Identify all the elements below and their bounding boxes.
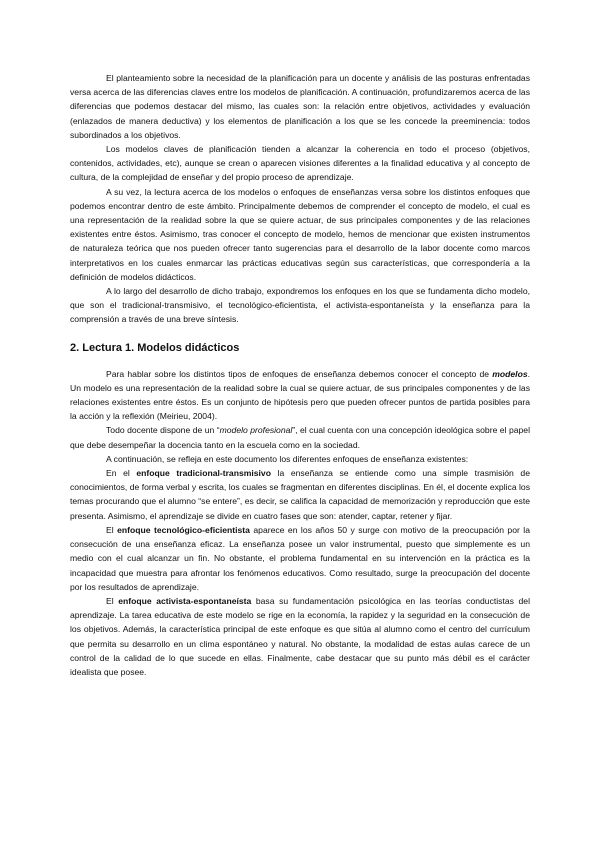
term-modelos: modelos bbox=[492, 368, 528, 379]
intro-paragraph-4: A lo largo del desarrollo de dicho trabajo, expondremos los enfoques en los que se fundamenta dicho modelo, que son el tradicional-transmisivo, el tecnológico-eficientista, el activista-espontaneísta y la enseñanza para la comprensión a través de una breve síntesis. bbox=[70, 286, 530, 325]
text-run: El bbox=[106, 524, 118, 535]
text-run: En el bbox=[106, 468, 137, 479]
section-paragraph-6 bbox=[70, 594, 530, 679]
term-tradicional-transmisivo: enfoque tradicional-transmisivo bbox=[136, 468, 271, 479]
intro-paragraph-2: Los modelos claves de planificación tienden a alcanzar la coherencia en todo el proceso (objetivos, contenidos, actividades, etc), aunque se crean o aparecen visiones diferentes a la finalidad educativa y al concepto de cultura, de la complejidad de enseñar y del propio proceso de aprendizaje. bbox=[70, 144, 530, 183]
text-run: El bbox=[106, 595, 119, 606]
term-activista-espontaneista: enfoque activista-espontaneísta bbox=[118, 595, 252, 606]
section-paragraph-3: A continuación, se refleja en este documento los diferentes enfoques de enseñanza existentes: bbox=[106, 453, 469, 464]
text-run: ”, el cual cuenta con una concepción ideológica sobre el papel que debe desempeñar la docencia tanto en la escuela como en la sociedad. bbox=[70, 425, 530, 450]
text-run: . Un modelo es una representación de la realidad sobre la cual se quiere actuar, de sus principales componentes y de las relaciones existentes entre éstos. Es un conjunto de hipótesis pero que pueden ofrecer puntos de partida posibles para la acción y la reflexión (Meirieu, 2004). bbox=[70, 368, 530, 422]
term-modelo-profesional: modelo profesional bbox=[219, 425, 293, 436]
text-run: Para hablar sobre los distintos tipos de enfoques de enseñanza debemos conocer el concepto de bbox=[106, 368, 493, 379]
text-run: Todo docente dispone de un “ bbox=[106, 425, 220, 436]
text-run: aparece en los años 50 y surge con motivo de la preocupación por la consecución de una enseñanza eficaz. La enseñanza posee un valor instrumental, puesto que simplemente es un medio con el cual alcanzar un fin. No obstante, el problema fundamental en su intervención en la práctica es la incapacidad que muestra para afrontar los fenómenos educativos. Como resultado, surge la preocupación del docente por los resultados de aprendizaje. bbox=[70, 524, 530, 592]
section-paragraph-5 bbox=[70, 523, 530, 594]
section-heading: 2. Lectura 1. Modelos didácticos bbox=[70, 341, 240, 354]
section-paragraph-4 bbox=[70, 466, 530, 523]
text-run: basa su fundamentación psicológica en las teorías conductistas del aprendizaje. La tarea educativa de este modelo se rige en la economía, la rapidez y la seguridad en la consecución de los objetivos. Además, la característica principal de este enfoque es que sitúa al alumno como el centro del currículum que permita su desarrollo en un clima espontáneo y natural. No obstante, la modalidad de estas aulas carece de un control de la calidad de lo que sucede en ellas. Finalmente, cabe destacar que su punto más débil es el carácter idealista que posee. bbox=[70, 595, 530, 677]
intro-paragraph-3: A su vez, la lectura acerca de los modelos o enfoques de enseñanzas versa sobre los distintos enfoques que podemos encontrar dentro de este ámbito. Principalmente debemos de comprender el concepto de modelo, el cual es una representación de la realidad sobre la que se quiere actuar, de sus principales componentes y de las relaciones existentes entre éstos. Asimismo, tras conocer el concepto de modelo, hemos de mencionar que existen instrumentos de naturaleza teórica que nos pueden ofrecer tanto sugerencias para el desarrollo de la labor docente como marcos interpretativos en los cuales enmarcar las prácticas educativas según sus características, que correspondería a la definición de modelos didácticos. bbox=[70, 186, 530, 282]
text-run: la enseñanza se entiende como una simple trasmisión de conocimientos, de forma verbal y escrita, los cuales se fragmentan en diferentes disciplinas. En él, el docente explica los temas procurando que el alumno “se entere”, es decir, se califica la capacidad de memorización y reproducción que este presenta. Asimismo, el aprendizaje se divide en cuatro fases que son: atender, captar, retener y fijar. bbox=[70, 468, 530, 521]
section-paragraph-1 bbox=[70, 367, 530, 424]
intro-paragraph-1: El planteamiento sobre la necesidad de la planificación para un docente y análisis de las posturas enfrentadas versa acerca de las diferencias claves entre los modelos de planificación. A continuación, profundizaremos acerca de las diferencias que podemos destacar del mismo, las cuales son: la relación entre objetivos, actividades y evaluación (enlazados de manera deductiva) y los elementos de planificación a los que se les concede la preeminencia: todos subordinados a los objetivos. bbox=[70, 73, 530, 140]
term-tecnologico-eficientista: enfoque tecnológico-eficientista bbox=[117, 524, 250, 535]
section-paragraph-2 bbox=[70, 423, 530, 451]
